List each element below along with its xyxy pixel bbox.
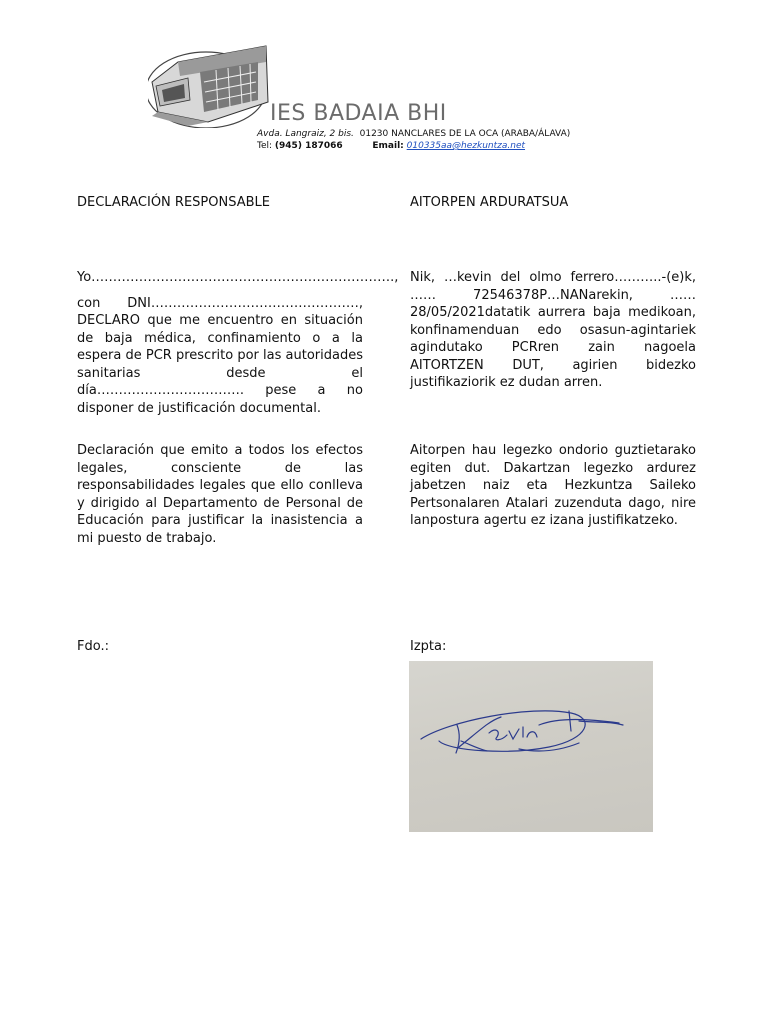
tel-value: (945) 187066	[274, 141, 343, 151]
right-legal-paragraph: Aitorpen hau legezko ondorio guztietarako egiten dut. Dakartzan legezko ardurez jabetzen naiz eta Hezkuntza Saileko Pertsonalaren Atalari zuzenduta dago, nire lanpostura agertu ez izana justifikatzeko.	[410, 443, 696, 528]
school-address	[257, 129, 570, 139]
right-heading: AITORPEN ARDURATSUA	[410, 195, 569, 210]
school-contact	[257, 141, 525, 151]
email-label: Email:	[372, 141, 404, 151]
left-declaration-text: con DNI…………………………………………, DECLARO que me encuentro en situación de baja médica, confinamiento o a la espera de PCR prescrito por las autoridades sanitarias desde el día……………………………. pese a no disponer de justificación documental.	[77, 295, 363, 416]
address-city: 01230 NANCLARES DE LA OCA (ARABA/ÁLAVA)	[359, 129, 571, 139]
left-sign-label: Fdo.:	[77, 639, 109, 654]
yo-line: Yo…………………………………………………………….,	[77, 270, 399, 285]
tel-label: Tel:	[257, 141, 273, 151]
school-name: IES BADAIA BHI	[270, 101, 447, 126]
left-legal-paragraph: Declaración que emito a todos los efectos legales, consciente de las responsabilidades legales que ello conlleva y dirigido al Departamento de Personal de Educación para justificar la inasistencia a mi puesto de trabajo.	[77, 443, 363, 546]
left-heading: DECLARACIÓN RESPONSABLE	[77, 195, 270, 210]
address-street: Avda. Langraiz, 2 bis.	[257, 129, 354, 139]
right-sign-label: Izpta:	[410, 639, 447, 654]
email-link[interactable]: 010335aa@hezkuntza.net	[406, 141, 526, 151]
school-logo	[148, 42, 270, 128]
signature-image	[409, 661, 653, 832]
handwritten-signature	[409, 661, 653, 832]
left-declaration-paragraph	[77, 269, 399, 417]
right-declaration-paragraph: Nik, …kevin del olmo ferrero………..-(e)k, …… 72546378P…NANarekin, …… 28/05/2021datatik aurrera baja medikoan, konfinamenduan edo osasun-agintariek agindutako PCRren zain nagoela AITORTZEN DUT, agirien bidezko justifikaziorik ez dudan arren.	[410, 270, 696, 390]
